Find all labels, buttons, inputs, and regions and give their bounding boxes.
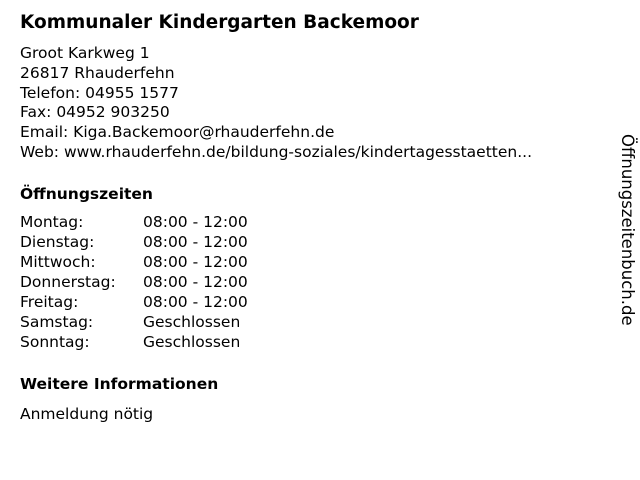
hours-row	[20, 232, 248, 252]
hours-row	[20, 212, 248, 232]
hours-day: Sonntag:	[20, 333, 90, 351]
hours-day: Dienstag:	[20, 233, 95, 251]
hours-day: Donnerstag:	[20, 273, 116, 291]
hours-time: Geschlossen	[143, 313, 241, 331]
more-info-text: Anmeldung nötig	[20, 405, 154, 423]
opening-hours-table	[20, 212, 248, 352]
hours-time: 08:00 - 12:00	[143, 213, 248, 231]
hours-time: Geschlossen	[143, 333, 241, 351]
web-line: Web: www.rhauderfehn.de/bildung-soziales/kindertagesstaetten...	[20, 142, 533, 161]
hours-row	[20, 292, 248, 312]
hours-day: Freitag:	[20, 293, 79, 311]
hours-day: Samstag:	[20, 313, 94, 331]
hours-row	[20, 312, 248, 332]
page-title: Kommunaler Kindergarten Backemoor	[20, 12, 419, 33]
hours-time: 08:00 - 12:00	[143, 293, 248, 311]
hours-day: Montag:	[20, 213, 84, 231]
contact-block	[20, 44, 532, 163]
fax-line: Fax: 04952 903250	[20, 103, 170, 122]
email-line: Email: Kiga.Backemoor@rhauderfehn.de	[20, 123, 335, 142]
hours-time: 08:00 - 12:00	[143, 233, 248, 251]
site-watermark: Öffnungszeitenbuch.de	[618, 134, 637, 326]
hours-row	[20, 332, 248, 352]
phone-line: Telefon: 04955 1577	[20, 83, 179, 102]
hours-row	[20, 252, 248, 272]
hours-day: Mittwoch:	[20, 253, 96, 271]
hours-time: 08:00 - 12:00	[143, 253, 248, 271]
hours-row	[20, 272, 248, 292]
address-city: 26817 Rhauderfehn	[20, 63, 175, 82]
hours-time: 08:00 - 12:00	[143, 273, 248, 291]
more-info-heading: Weitere Informationen	[20, 375, 219, 393]
address-street: Groot Karkweg 1	[20, 44, 150, 62]
opening-hours-heading: Öffnungszeiten	[20, 185, 153, 203]
